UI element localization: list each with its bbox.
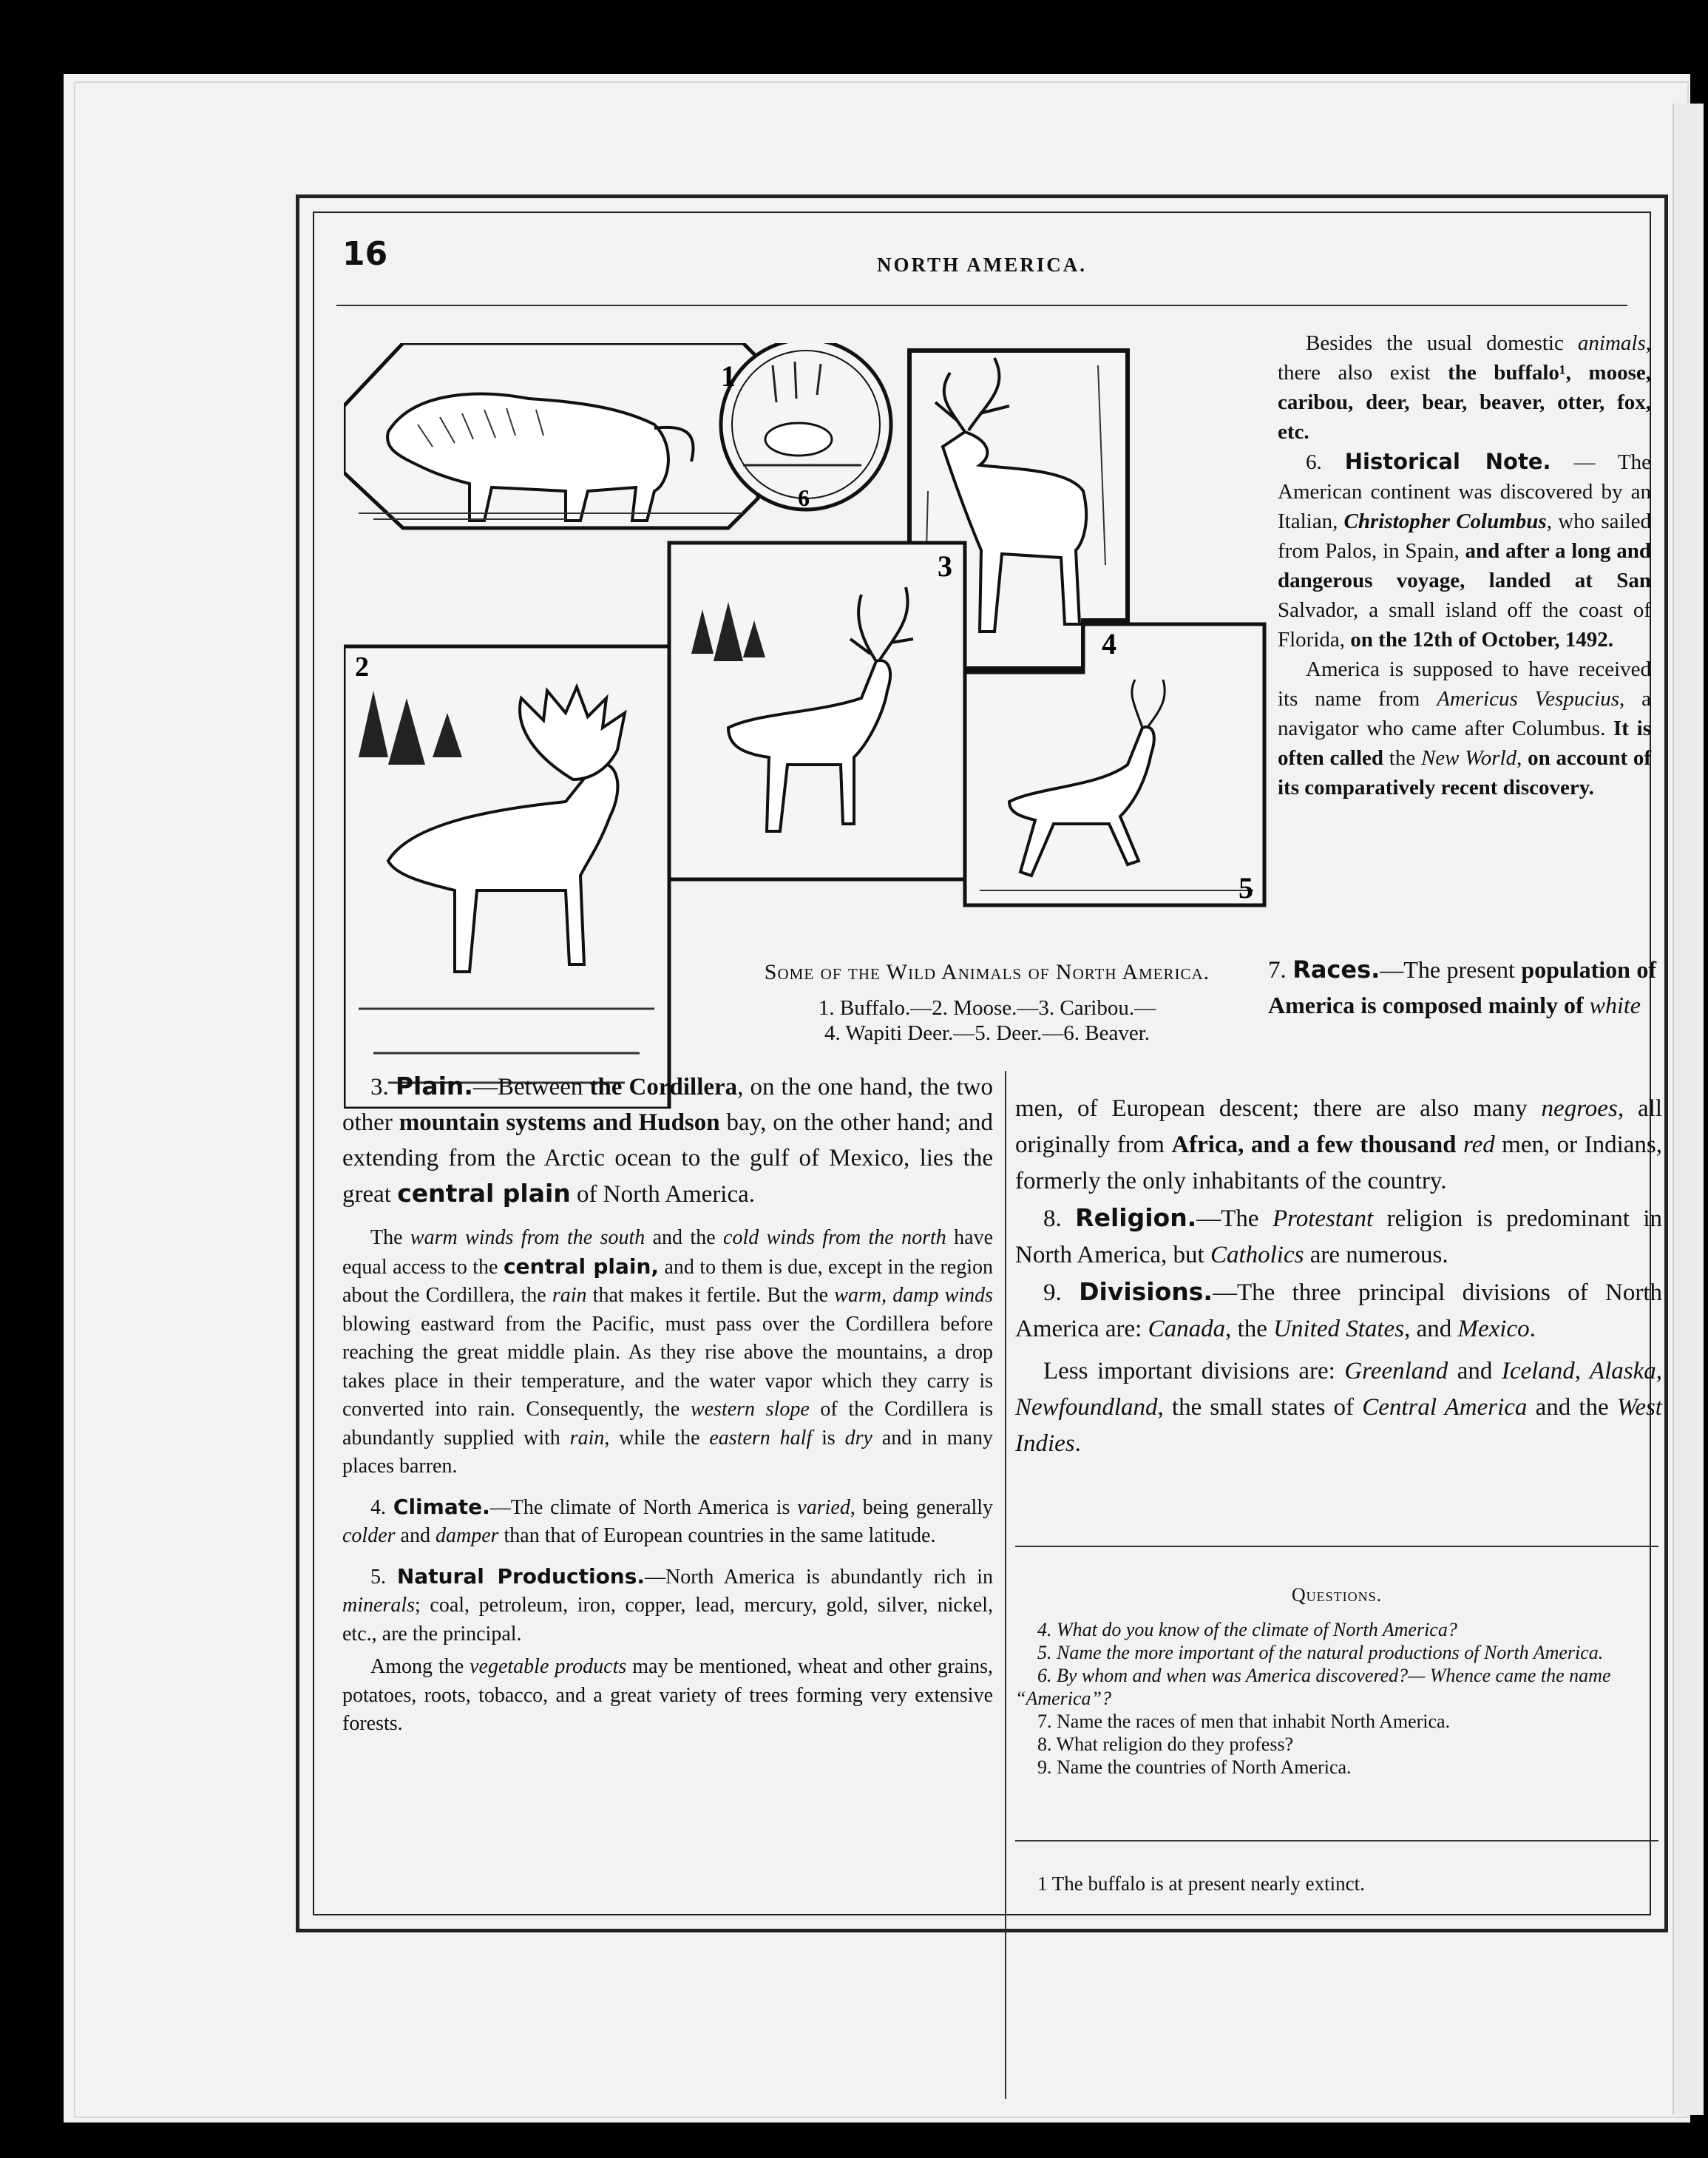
divisions-section: 9. Divisions.—The three principal divisions of North America are: Canada, the United States, and Mexico.: [1015, 1277, 1663, 1342]
question-item: 8. What religion do they profess?: [1037, 1733, 1294, 1755]
question-item: 5. Name the more important of the natural productions of North America.: [1037, 1642, 1604, 1663]
climate-section: 4. Climate.—The climate of North America is varied, being generally colder and damper than that of European countries in the same latitude.: [342, 1494, 993, 1547]
header-rule: [336, 305, 1627, 306]
animals-and-history-text: [1278, 328, 1651, 802]
panel-number-3: 3: [938, 549, 952, 583]
left-column: [342, 1069, 993, 1739]
caption-line: 1. Buffalo.—2. Moose.—3. Caribou.—: [818, 996, 1156, 1020]
panel-number-6: 6: [798, 484, 810, 511]
plain-heading: Plain.: [395, 1072, 473, 1100]
religion-section: 8. Religion.—The Protestant religion is predominant in North America, but Catholics are numerous.: [1015, 1203, 1662, 1268]
races-heading: Races.: [1292, 955, 1380, 984]
races-continued: men, of European descent; there are also many negroes, all originally from Africa, and a few thousand red men, or Indians, formerly the only inhabitants of the country.: [1015, 1095, 1663, 1194]
question-item: 9. Name the countries of North America.: [1037, 1756, 1352, 1778]
panel-number-1: 1: [721, 359, 736, 393]
religion-heading: Religion.: [1075, 1203, 1197, 1232]
productions-heading: Natural Productions.: [396, 1563, 645, 1589]
questions-rule: [1015, 1546, 1658, 1547]
questions-list: [1015, 1618, 1658, 1779]
column-divider: [1005, 1071, 1006, 2099]
question-item: 6. By whom and when was America discovered?— Whence came the name “America”?: [1015, 1665, 1611, 1709]
caribou-panel: [669, 543, 965, 879]
caption-title: Some of the Wild Animals of North America.: [764, 960, 1210, 984]
question-item: 4. What do you know of the climate of North America?: [1037, 1619, 1457, 1640]
races-section-start: 7. Races.—The present population of America is composed mainly of white: [1268, 955, 1657, 1018]
page-number: 16: [342, 235, 388, 273]
page-border: [313, 212, 1663, 1915]
plain-section: 3. Plain.—Between the Cordillera, on the one hand, the two other mountain systems and Hudson bay, on the other hand; and extending from the Arctic ocean to the gulf of Mexico, lies the great central plain of North America.: [342, 1072, 994, 1208]
buffalo-panel: [344, 343, 758, 528]
winds-paragraph: The warm winds from the south and the cold winds from the north have equal access to the central plain, and to them is due, except in the region about the Cordillera, the rain that makes it fertile. But the warm, damp winds blowing eastward from the Pacific, must pass over the Cordillera before reaching the great middle plain. As they rise above the mountains, a drop takes place in their temperature, and the water vapor which they carry is converted into rain. Consequently, the western slope of the Cordillera is abundantly supplied with rain, while the eastern half is dry and in many places barren.: [342, 1226, 994, 1478]
domestic-animals-paragraph: Besides the usual domestic animals, there also exist the buffalo¹, moose, caribou, deer, bear, beaver, otter, fox, etc.: [1278, 331, 1651, 444]
panel-number-5: 5: [1238, 871, 1253, 904]
climate-heading: Climate.: [393, 1494, 490, 1519]
panel-number-4: 4: [1102, 627, 1116, 660]
questions-title: Questions.: [1291, 1584, 1383, 1606]
question-item: 7. Name the races of men that inhabit North America.: [1037, 1711, 1451, 1732]
facing-page-edge: [1673, 104, 1704, 2115]
historical-note-heading: Historical Note.: [1344, 449, 1551, 474]
caption-line: 4. Wapiti Deer.—5. Deer.—6. Beaver.: [824, 1021, 1150, 1045]
running-title: NORTH AMERICA.: [876, 254, 1088, 276]
minor-divisions-paragraph: Less important divisions are: Greenland and Iceland, Alaska, Newfoundland, the small states of Central America and the West Indies.: [1015, 1358, 1662, 1457]
panel-number-2: 2: [355, 652, 369, 683]
historical-note-paragraph: 6. Historical Note. — The American continent was discovered by an Italian, Christopher Columbus, who sailed from Palos, in Spain, and after a long and dangerous voyage, landed at San Salvador, a small island off the coast of Florida, on the 12th of October, 1492.: [1278, 449, 1652, 652]
right-column: [1015, 1091, 1662, 1462]
page-frame: [296, 195, 1668, 1932]
footnote: 1 The buffalo is at present nearly extinct.: [1037, 1873, 1365, 1895]
illustration-caption: [714, 960, 1261, 1046]
productions-section: 5. Natural Productions.—North America is abundantly rich in minerals; coal, petroleum, iron, copper, lead, mercury, gold, silver, nickel, etc., are the principal.: [342, 1563, 993, 1645]
moose-panel: [344, 646, 669, 1109]
name-origin-paragraph: America is supposed to have received its name from Americus Vespucius, a navigator who came after Columbus. It is often called the New World, on account of its comparatively recent discovery.: [1278, 657, 1651, 799]
footnote-rule: [1015, 1840, 1658, 1841]
divisions-heading: Divisions.: [1079, 1277, 1213, 1306]
vegetable-products-paragraph: Among the vegetable products may be mentioned, wheat and other grains, potatoes, roots, tobacco, and a great variety of trees forming very extensive forests.: [342, 1655, 993, 1735]
